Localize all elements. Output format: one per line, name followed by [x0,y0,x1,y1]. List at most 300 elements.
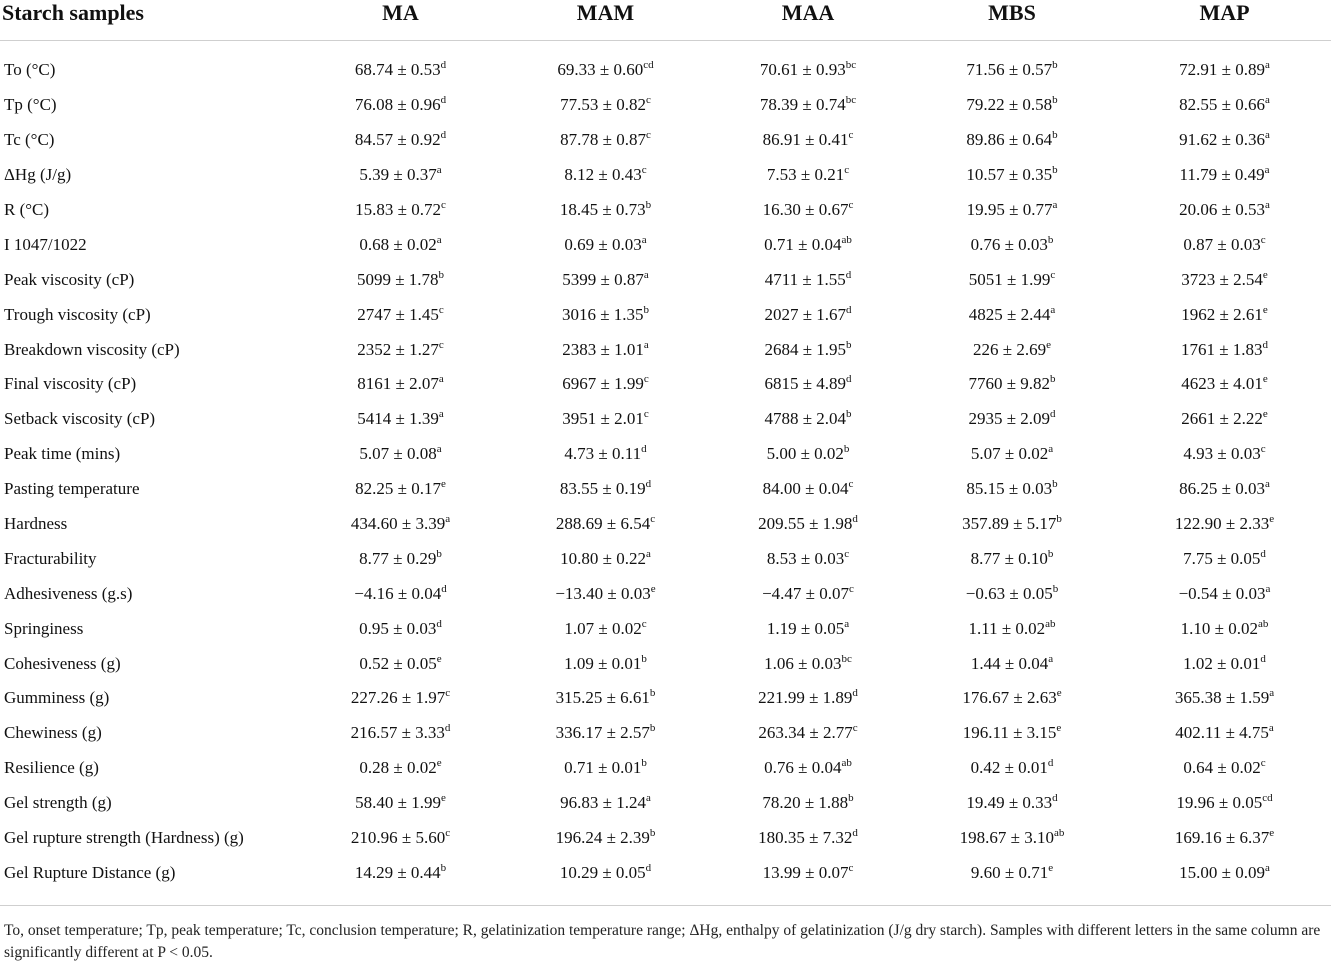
table-cell [501,646,710,681]
cell-value: 78.20 ± 1.88 [762,793,849,813]
cell-value: 5.00 ± 0.02 [766,444,844,464]
table-cell [906,576,1118,611]
cell-value: 10.57 ± 0.35 [966,165,1053,185]
cell-value: 198.67 ± 3.10 [959,828,1054,848]
cell-value: 315.25 ± 6.61 [555,688,650,708]
table-cell [710,646,906,681]
significance-letter: b [1052,59,1058,72]
row-label: Adhesiveness (g.s) [4,583,133,603]
table-cell [300,786,501,821]
cell-value: 210.96 ± 5.60 [350,828,446,848]
significance-letter: e [1056,687,1062,700]
table-cell [906,332,1118,367]
significance-letter: a [436,164,442,177]
table-cell [1118,402,1331,437]
table-cell [906,507,1118,542]
table-cell [501,855,710,890]
row-label: Breakdown viscosity (cP) [4,339,180,359]
cell-value: 5.39 ± 0.37 [359,165,437,185]
row-label: Peak time (mins) [4,444,121,464]
cell-value: −13.40 ± 0.03 [555,583,651,603]
table-row [0,507,1331,542]
cell-value: 84.00 ± 0.04 [762,479,849,499]
significance-letter: c [641,164,647,177]
row-label: Setback viscosity (cP) [4,409,156,429]
significance-letter: b [1047,547,1054,560]
cell-value: 4788 ± 2.04 [764,409,847,429]
table-cell [1118,507,1331,542]
table-cell [906,821,1118,856]
significance-letter: c [643,373,649,386]
cell-value: 7.53 ± 0.21 [766,165,845,185]
cell-value: 288.69 ± 6.54 [555,514,651,534]
cell-value: 15.83 ± 0.72 [355,200,441,219]
significance-letter: c [438,303,444,316]
header-starch-samples: Starch samples [2,0,144,25]
table-cell [906,855,1118,890]
cell-value: 5399 ± 0.87 [562,269,644,289]
table-header-row [0,0,1331,41]
table-cell [501,297,710,332]
header-divider [0,41,1331,54]
table-cell [1118,786,1331,821]
significance-letter: cd [643,59,654,72]
significance-letter: a [438,373,444,386]
cell-value: 4.93 ± 0.03 [1183,444,1261,464]
table-cell [300,646,501,681]
cell-value: 11.79 ± 0.49 [1179,165,1265,185]
table-cell [501,786,710,821]
significance-letter: a [1264,861,1270,874]
significance-letter: c [445,827,451,840]
cell-value: −4.16 ± 0.04 [354,583,442,603]
cell-value: 336.17 ± 2.57 [555,723,650,743]
table-row [0,786,1331,821]
table-cell [710,751,906,786]
row-label: Pasting temperature [4,479,140,499]
cell-value: 7760 ± 9.82 [968,374,1051,394]
significance-letter: ab [1257,617,1269,630]
table-cell [501,472,710,507]
cell-value: 70.61 ± 0.93 [759,60,846,80]
table-cell [501,716,710,751]
significance-letter: ab [841,233,852,246]
table-cell [501,751,710,786]
cell-value: 196.11 ± 3.15 [962,723,1057,743]
cell-value: 1.09 ± 0.01 [564,653,642,673]
significance-letter: e [440,792,446,805]
cell-value: 85.15 ± 0.03 [966,479,1053,499]
significance-letter: e [1262,408,1268,421]
significance-letter: b [1052,94,1058,107]
row-label: To (°C) [4,60,56,80]
table-cell [710,367,906,402]
significance-letter: d [852,687,858,700]
row-label: Gel rupture strength (Hardness) (g) [4,828,244,848]
row-label: Tp (°C) [4,95,57,115]
table-row [0,541,1331,576]
table-cell [300,716,501,751]
cell-value: 169.16 ± 6.37 [1174,828,1270,848]
significance-letter: b [1047,233,1054,246]
table-cell [710,541,906,576]
cell-value: 8.77 ± 0.10 [970,548,1048,568]
significance-letter: b [641,757,647,770]
table-cell [501,507,710,542]
significance-letter: b [848,792,854,805]
row-label: Chewiness (g) [4,723,102,743]
cell-value: 1962 ± 2.61 [1181,304,1263,324]
table-cell [710,786,906,821]
significance-letter: d [645,861,652,874]
table-cell [906,611,1118,646]
significance-letter: a [1264,164,1270,177]
table-cell [501,193,710,228]
table-cell [1118,576,1331,611]
significance-letter: b [1050,373,1056,386]
cell-value: 96.83 ± 1.24 [560,793,646,813]
row-label: Tc (°C) [4,130,55,150]
table-row [0,855,1331,890]
significance-letter: a [643,338,649,351]
table-cell [300,437,501,472]
table-row [0,402,1331,437]
table-row [0,158,1331,193]
table-cell [1118,437,1331,472]
cell-value: 365.38 ± 1.59 [1174,688,1270,708]
cell-value: 0.71 ± 0.01 [564,758,642,778]
cell-value: 196.24 ± 2.39 [555,828,650,848]
cell-value: 2661 ± 2.22 [1181,409,1263,429]
cell-value: 68.74 ± 0.53 [354,60,441,80]
significance-letter: d [1047,757,1054,770]
significance-letter: d [1260,547,1266,560]
significance-letter: bc [845,94,857,107]
table-row [0,646,1331,681]
cell-value: 7.75 ± 0.05 [1183,548,1261,568]
significance-letter: d [444,722,451,735]
table-cell [1118,53,1331,88]
cell-value: 176.67 ± 2.63 [962,688,1057,708]
cell-value: 0.76 ± 0.04 [764,758,842,778]
cell-value: 71.56 ± 0.57 [966,60,1053,80]
significance-letter: b [1052,478,1058,491]
row-label: Peak viscosity (cP) [4,269,135,289]
significance-letter: d [1050,408,1056,421]
table-cell [906,158,1118,193]
significance-letter: c [650,513,656,526]
significance-letter: ab [1053,827,1065,840]
table-row [0,472,1331,507]
significance-letter: d [440,94,447,107]
significance-letter: d [846,373,852,386]
cell-value: 2383 ± 1.01 [562,339,644,359]
significance-letter: e [1046,338,1051,351]
table-cell [906,541,1118,576]
significance-letter: e [1048,861,1054,874]
header-map: MAP [1199,0,1250,25]
table-row [0,262,1331,297]
table-cell [906,227,1118,262]
significance-letter: a [1048,652,1054,665]
significance-letter: a [1264,129,1270,142]
cell-value: 209.55 ± 1.98 [758,514,853,534]
cell-value: 10.29 ± 0.05 [559,862,646,882]
cell-value: 8.53 ± 0.03 [766,548,845,568]
cell-value: 122.90 ± 2.33 [1174,514,1270,534]
table-cell [300,576,501,611]
table-cell [501,576,710,611]
table-cell [501,262,710,297]
significance-letter: d [845,268,852,281]
significance-letter: c [848,199,854,211]
table-cell [300,507,501,542]
table-cell [710,611,906,646]
significance-letter: c [848,861,854,874]
table-cell [710,262,906,297]
table-cell [710,227,906,262]
table-cell [300,193,501,228]
cell-value: 16.30 ± 0.67 [762,200,849,219]
significance-letter: c [641,617,647,630]
significance-letter: a [1264,478,1270,491]
significance-letter: b [846,408,852,421]
cell-value: 5051 ± 1.99 [968,269,1051,289]
cell-value: 87.78 ± 0.87 [560,130,646,150]
row-label: Fracturability [4,548,97,568]
table-row [0,437,1331,472]
table-body [0,53,1331,890]
cell-value: 86.91 ± 0.41 [762,130,849,150]
row-label: Trough viscosity (cP) [4,304,151,324]
table-cell [906,297,1118,332]
cell-value: 82.25 ± 0.17 [355,479,441,499]
cell-value: 216.57 ± 3.33 [350,723,445,743]
cell-value: 0.42 ± 0.01 [970,758,1048,778]
cell-value: 357.89 ± 5.17 [962,514,1057,534]
table-cell [906,193,1118,228]
table-cell [1118,193,1331,228]
table-cell [300,262,501,297]
table-cell [906,437,1118,472]
table-cell [906,262,1118,297]
table-cell [501,541,710,576]
table-row [0,716,1331,751]
significance-letter: a [844,617,850,630]
table-cell [1118,472,1331,507]
significance-letter: ab [1045,617,1056,630]
cell-value: 69.33 ± 0.60 [557,60,644,80]
table-cell [300,402,501,437]
table-cell [710,681,906,716]
table-cell [501,367,710,402]
significance-letter: b [643,303,650,316]
cell-value: 0.64 ± 0.02 [1183,758,1261,778]
cell-value: 15.00 ± 0.09 [1179,862,1265,882]
table-cell [1118,611,1331,646]
significance-letter: e [436,652,442,665]
significance-letter: b [438,268,445,281]
table-cell [1118,855,1331,890]
cell-value: 1.02 ± 0.01 [1183,653,1261,673]
cell-value: 19.49 ± 0.33 [966,793,1053,813]
significance-letter: e [440,478,446,491]
table-cell [710,88,906,123]
significance-letter: d [1052,792,1058,805]
table-cell [710,402,906,437]
significance-letter: a [1269,687,1275,700]
cell-value: 0.28 ± 0.02 [359,758,437,778]
table-cell [906,751,1118,786]
significance-letter: a [436,443,442,456]
table-cell [1118,88,1331,123]
cell-value: 18.45 ± 0.73 [559,200,646,219]
cell-value: 13.99 ± 0.07 [762,862,849,882]
row-label: R (°C) [4,200,50,219]
cell-value: 78.39 ± 0.74 [759,95,846,115]
cell-value: 6967 ± 1.99 [562,374,644,394]
table-cell [300,332,501,367]
header-mbs: MBS [988,0,1036,25]
table-cell [300,227,501,262]
table-cell [501,611,710,646]
significance-letter: a [438,408,444,421]
table-cell [300,123,501,158]
cell-value: 5099 ± 1.78 [356,269,439,289]
cell-value: 9.60 ± 0.71 [970,862,1049,882]
table-cell [501,437,710,472]
table-cell [710,472,906,507]
table-cell [1118,227,1331,262]
table-cell [906,646,1118,681]
table-row [0,821,1331,856]
cell-value: 4.73 ± 0.11 [564,444,642,464]
table-row [0,611,1331,646]
significance-letter: b [649,827,656,840]
significance-letter: a [1264,59,1270,72]
cell-value: 0.52 ± 0.05 [359,653,437,673]
significance-letter: d [441,582,447,595]
table-cell [710,576,906,611]
significance-letter: e [1262,268,1268,281]
significance-letter: d [440,59,447,72]
significance-letter: c [1050,268,1056,281]
table-cell [710,193,906,228]
table-cell [710,437,906,472]
table-row [0,227,1331,262]
cell-value: 89.86 ± 0.64 [966,130,1053,150]
significance-letter: c [844,164,850,177]
cell-value: 76.08 ± 0.96 [354,95,441,115]
significance-letter: b [436,547,442,560]
significance-letter: d [852,827,858,840]
table-cell [501,227,710,262]
table-row [0,332,1331,367]
table-cell [1118,751,1331,786]
table-cell [501,402,710,437]
cell-value: 0.69 ± 0.03 [564,234,642,254]
table-cell [1118,541,1331,576]
cell-value: 1.10 ± 0.02 [1180,618,1258,638]
table-cell [906,472,1118,507]
table-cell [1118,332,1331,367]
table-cell [906,88,1118,123]
table-cell [710,332,906,367]
significance-letter: c [1260,757,1266,770]
header-maa: MAA [781,0,835,25]
table-cell [710,507,906,542]
table-cell [710,821,906,856]
table-cell [906,716,1118,751]
cell-value: 5414 ± 1.39 [357,409,439,429]
significance-letter: c [438,338,444,351]
table-cell [501,53,710,88]
header-ma: MA [382,0,419,25]
row-label: Cohesiveness (g) [4,653,121,673]
table-cell [710,158,906,193]
cell-value: 263.34 ± 2.77 [758,723,853,743]
table-cell [300,541,501,576]
significance-letter: c [1260,443,1266,456]
row-label: Springiness [4,618,84,638]
row-label: Gel strength (g) [4,793,112,813]
significance-letter: e [1269,513,1275,526]
table-cell [1118,297,1331,332]
significance-letter: b [649,722,656,735]
table-cell [300,472,501,507]
cell-value: 8161 ± 2.07 [357,374,439,394]
table-row [0,751,1331,786]
significance-letter: a [645,792,651,805]
row-label: ΔHg (J/g) [4,165,72,185]
significance-letter: c [440,199,446,211]
significance-letter: b [1052,164,1058,177]
cell-value: 2027 ± 1.67 [764,304,847,324]
table-cell [300,367,501,402]
row-label: Hardness [4,514,68,534]
cell-value: 221.99 ± 1.89 [758,688,853,708]
table-row [0,367,1331,402]
table-cell [501,332,710,367]
row-label: Final viscosity (cP) [4,374,137,394]
significance-letter: a [1052,199,1058,211]
significance-letter: a [1050,303,1056,316]
table-row [0,681,1331,716]
table-cell [1118,158,1331,193]
significance-letter: d [852,513,858,526]
cell-value: 1.07 ± 0.02 [564,618,642,638]
significance-letter: d [846,303,852,316]
cell-value: 14.29 ± 0.44 [354,862,441,882]
cell-value: 5.07 ± 0.02 [970,444,1049,464]
cell-value: 226 ± 2.69 [973,339,1047,359]
significance-letter: b [649,687,656,700]
table-cell [1118,262,1331,297]
significance-letter: e [436,757,442,770]
significance-letter: a [1264,199,1270,211]
cell-value: 2352 ± 1.27 [357,339,439,359]
significance-letter: cd [1262,792,1273,805]
table-cell [710,297,906,332]
table-cell [906,402,1118,437]
table-row [0,53,1331,88]
significance-letter: ab [841,757,852,770]
significance-letter: a [436,233,442,246]
cell-value: 0.87 ± 0.03 [1183,234,1261,254]
cell-value: 19.96 ± 0.05 [1176,793,1263,813]
cell-value: 1.19 ± 0.05 [766,618,845,638]
significance-letter: a [445,513,451,526]
